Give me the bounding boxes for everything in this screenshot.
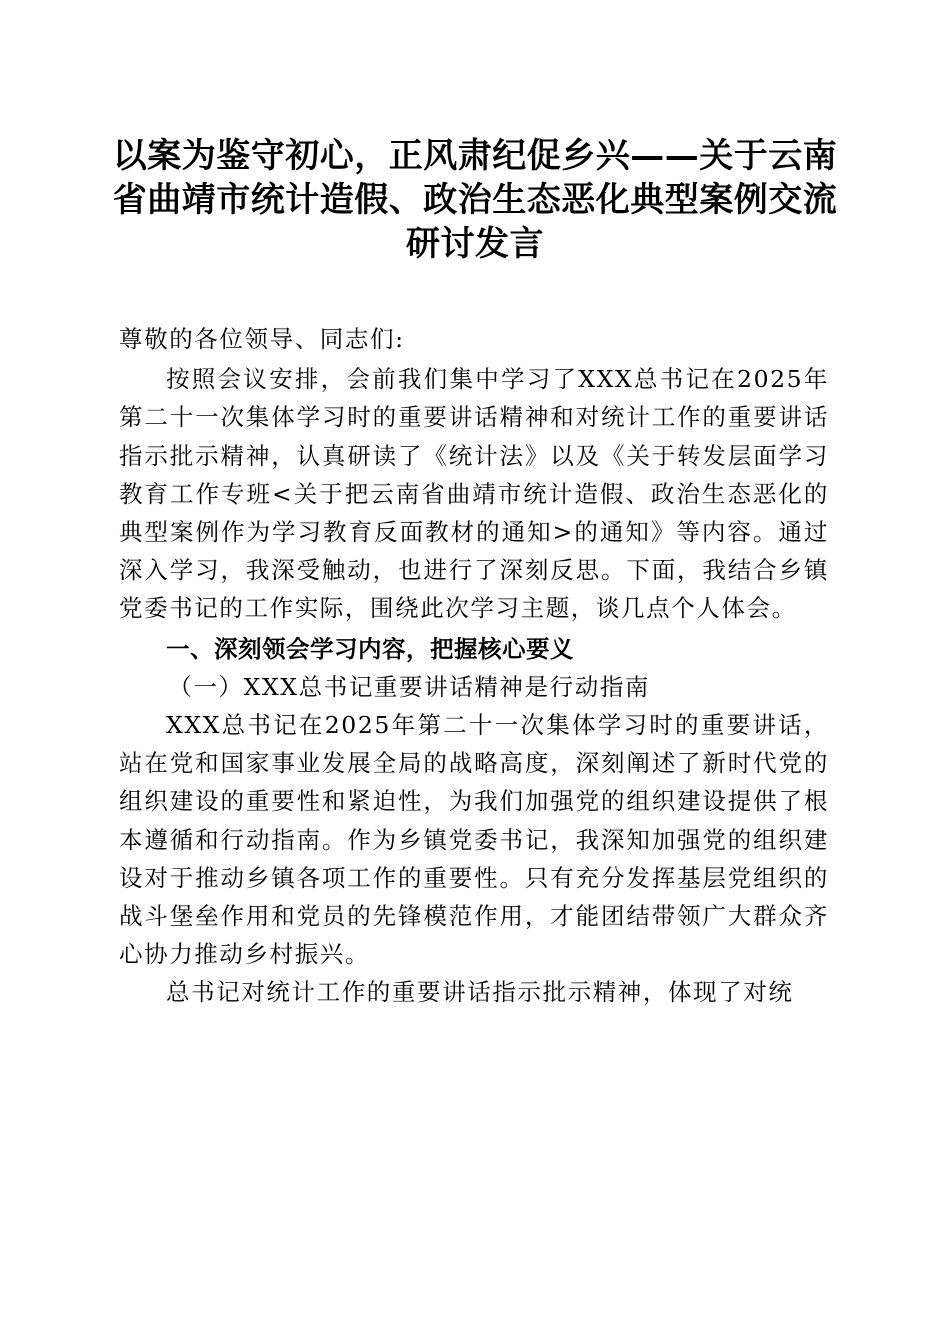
salutation: 尊敬的各位领导、同志们: [119, 325, 405, 353]
subsection-heading: （一）XXX总书记重要讲话精神是行动指南 [168, 672, 651, 701]
document-title: 以案为鉴守初心，正风肃纪促乡兴——关于云南省曲靖市统计造假、政治生态恶化典型案例交流研讨发言 [112, 136, 838, 264]
intro-paragraph: 按照会议安排，会前我们集中学习了XXX总书记在2025年第二十一次集体学习时的重要讲话精神和对统计工作的重要讲话指示批示精神，认真研读了《统计法》以及《关于转发层面学习教育工作专班<关于把云南省曲靖市统计造假、政治生态恶化的典型案例作为学习教育反面教材的通知>的通知》等内容。通过深入学习，我深受触动，也进行了深刻反思。下面，我结合乡镇党委书记的工作实际，围绕此次学习主题，谈几点个人体会。 [119, 365, 829, 623]
body-paragraph: XXX总书记在2025年第二十一次集体学习时的重要讲话，站在党和国家事业发展全局的战略高度，深刻阐述了新时代党的组织建设的重要性和紧迫性，为我们加强党的组织建设提供了根本遵循和行动指南。作为乡镇党委书记，我深知加强党的组织建设对于推动乡镇各项工作的重要性。只有充分发挥基层党组织的战斗堡垒作用和党员的先锋模范作用，才能团结带领广大群众齐心协力推动乡村振兴。 [119, 711, 829, 969]
section-heading: 一、深刻领会学习内容，把握核心要义 [166, 634, 574, 663]
document-body [119, 320, 829, 1012]
body-paragraph-continued: 总书记对统计工作的重要讲话指示批示精神，体现了对统 [166, 978, 794, 1007]
